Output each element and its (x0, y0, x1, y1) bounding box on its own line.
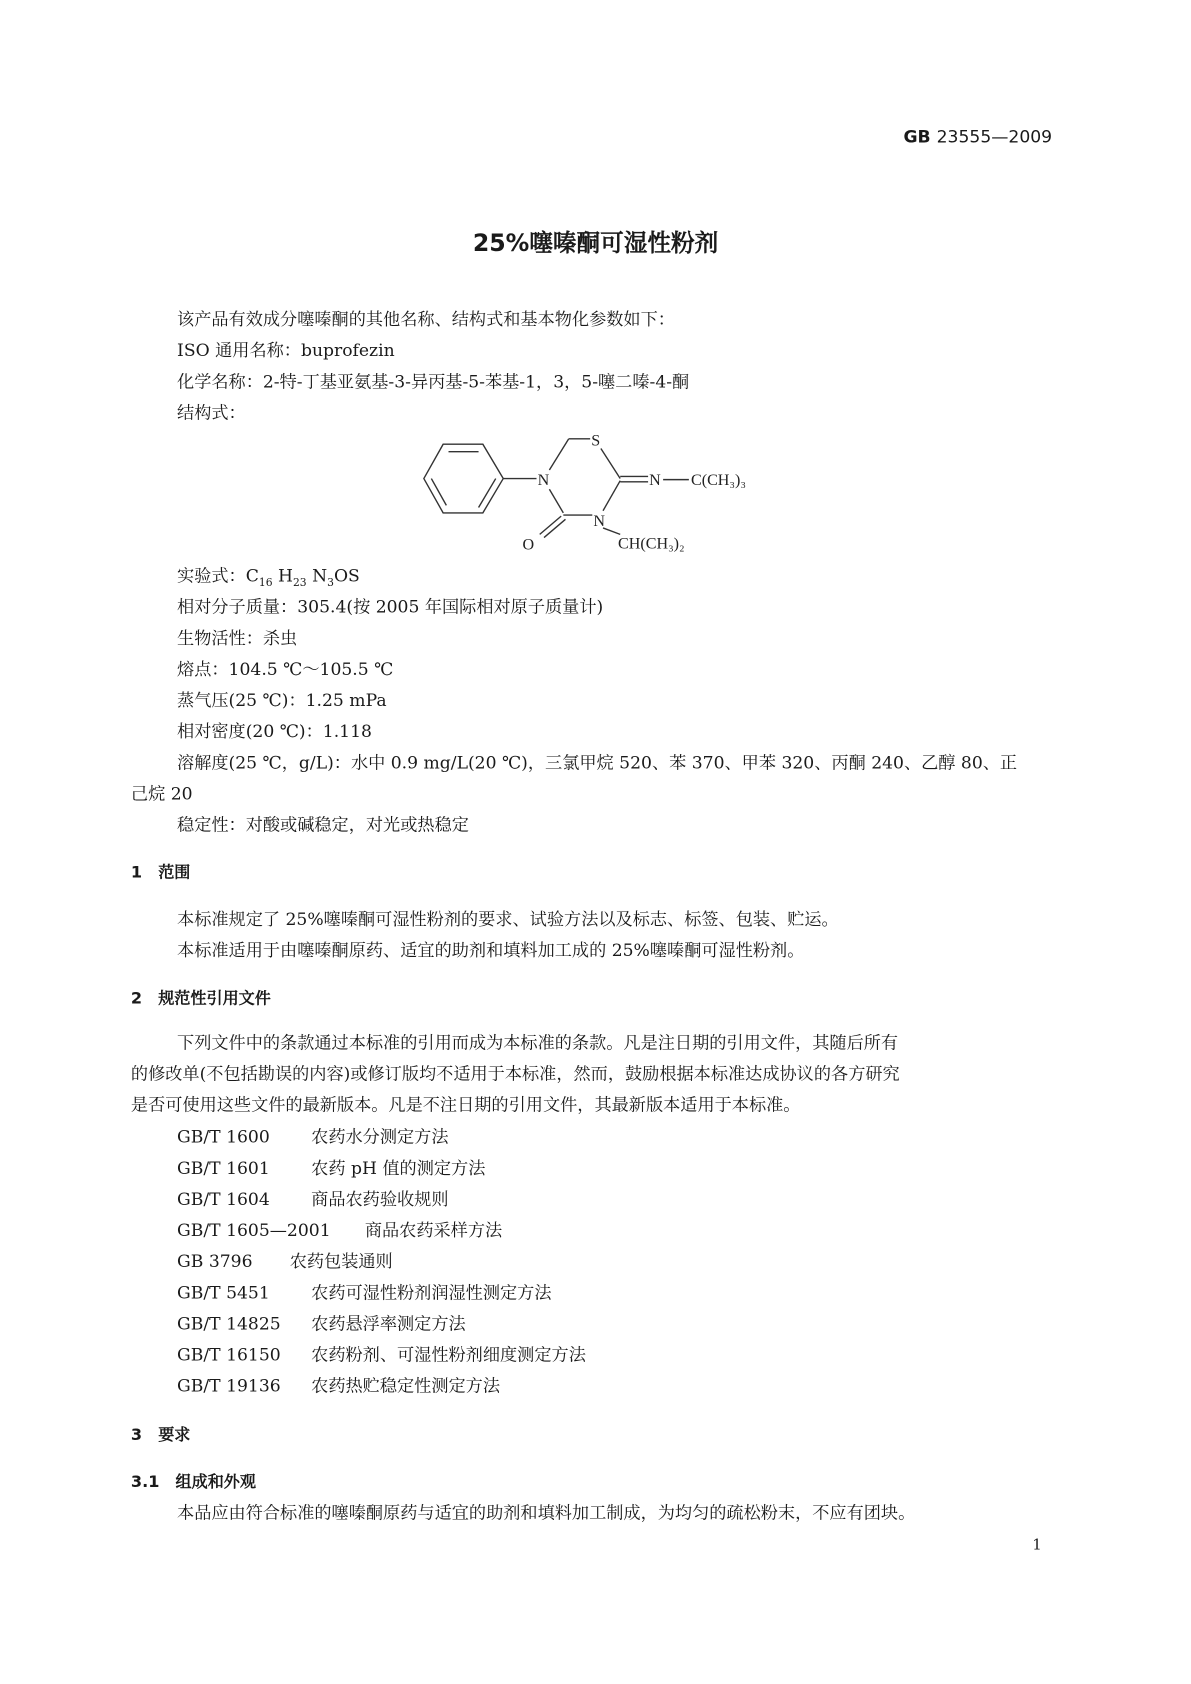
reference-code: GB/T 1601 (177, 1157, 270, 1179)
atom-o: O (522, 536, 535, 554)
section-2-heading: 2 规范性引用文件 (130, 988, 271, 1008)
melting-point: 熔点：104.5 ℃～105.5 ℃ (177, 658, 394, 680)
solubility-cont: 己烷 20 (130, 783, 193, 804)
section-3-1-heading: 3.1 组成和外观 (130, 1472, 256, 1492)
vapor-pressure: 蒸气压(25 ℃)：1.25 mPa (177, 689, 387, 711)
reference-item (177, 1189, 448, 1210)
iso-name: ISO 通用名称：buprofezin (177, 340, 395, 361)
reference-item (177, 1127, 448, 1148)
reference-item (177, 1313, 466, 1334)
page-title: 25%噻嗪酮可湿性粉剂 (472, 230, 719, 258)
reference-code: GB 3796 (177, 1251, 253, 1272)
bio-activity: 生物活性：杀虫 (177, 627, 298, 649)
molecular-weight: 相对分子质量：305.4(按 2005 年国际相对原子质量计) (177, 596, 604, 617)
reference-item (177, 1376, 500, 1397)
reference-title: 农药水分测定方法 (311, 1126, 449, 1148)
reference-title: 农药包装通则 (289, 1251, 393, 1272)
reference-code: GB/T 1600 (177, 1126, 270, 1148)
reference-code: GB/T 14825 (177, 1313, 281, 1334)
reference-code: GB/T 19136 (177, 1375, 281, 1396)
section-2-p3: 是否可使用这些文件的最新版本。凡是不注日期的引用文件，其最新版本适用于本标准。 (130, 1094, 801, 1115)
group-tert-butyl: C(CH₃)₃ (691, 471, 746, 489)
section-2-p2: 的修改单(不包括勘误的内容)或修订版均不适用于本标准，然而，鼓励根据本标准达成协议的各方研究 (130, 1063, 900, 1084)
reference-item (177, 1158, 485, 1179)
reference-item (177, 1251, 393, 1272)
section-2-p1: 下列文件中的条款通过本标准的引用而成为本标准的条款。凡是注日期的引用文件，其随后所有 (177, 1032, 899, 1053)
reference-code: GB/T 1604 (177, 1188, 270, 1210)
reference-title: 农药悬浮率测定方法 (311, 1313, 466, 1334)
reference-item (177, 1282, 551, 1303)
structural-formula (0, 0, 1191, 601)
atom-n1: N (537, 471, 550, 489)
group-isopropyl: CH(CH₃)₂ (618, 535, 685, 553)
section-3-1-p1: 本品应由符合标准的噻嗪酮原药与适宜的助剂和填料加工制成，为均匀的疏松粉末，不应有团块。 (177, 1502, 916, 1523)
chemical-name: 化学名称：2-特-丁基亚氨基-3-异丙基-5-苯基-1，3，5-噻二嗪-4-酮 (177, 371, 690, 392)
solubility: 溶解度(25 ℃，g/L)：水中 0.9 mg/L(20 ℃)，三氯甲烷 520、苯 370、甲苯 320、丙酮 240、乙醇 80、正 (177, 752, 1018, 773)
reference-title: 农药粉剂、可湿性粉剂细度测定方法 (311, 1344, 586, 1365)
atom-n3: N (593, 512, 605, 530)
intro-lead: 该产品有效成分噻嗪酮的其他名称、结构式和基本物化参数如下： (177, 309, 675, 330)
page-number: 1 (1032, 1536, 1042, 1554)
empirical-formula: 实验式：$C_{16}$ $H_{23}$ $N_3OS$ (177, 565, 360, 590)
reference-code: GB/T 16150 (177, 1344, 281, 1365)
section-1-heading: 1 范围 (130, 862, 191, 883)
section-1-p1: 本标准规定了 25%噻嗪酮可湿性粉剂的要求、试验方法以及标志、标签、包装、贮运。 (177, 908, 839, 930)
section-3-heading: 3 要求 (130, 1424, 191, 1445)
structure-label: 结构式： (177, 402, 246, 423)
section-1-p2: 本标准适用于由噻嗪酮原药、适宜的助剂和填料加工成的 25%噻嗪酮可湿性粉剂。 (177, 939, 805, 961)
reference-item (177, 1344, 586, 1365)
reference-title: 商品农药采样方法 (364, 1220, 503, 1241)
reference-code: GB/T 5451 (177, 1282, 270, 1303)
reference-title: 农药可湿性粉剂润湿性测定方法 (311, 1282, 552, 1303)
reference-item (177, 1220, 502, 1241)
reference-code: GB/T 1605—2001 (177, 1220, 331, 1241)
atom-s: S (591, 432, 601, 450)
standard-number: GB 23555—2009 (903, 126, 1053, 148)
stability: 稳定性：对酸或碱稳定，对光或热稳定 (177, 814, 469, 835)
density: 相对密度(20 ℃)：1.118 (177, 721, 372, 742)
atom-n-imine: N (649, 471, 661, 489)
reference-title: 农药 pH 值的测定方法 (311, 1157, 486, 1179)
reference-title: 农药热贮稳定性测定方法 (311, 1375, 501, 1396)
reference-title: 商品农药验收规则 (311, 1188, 449, 1210)
